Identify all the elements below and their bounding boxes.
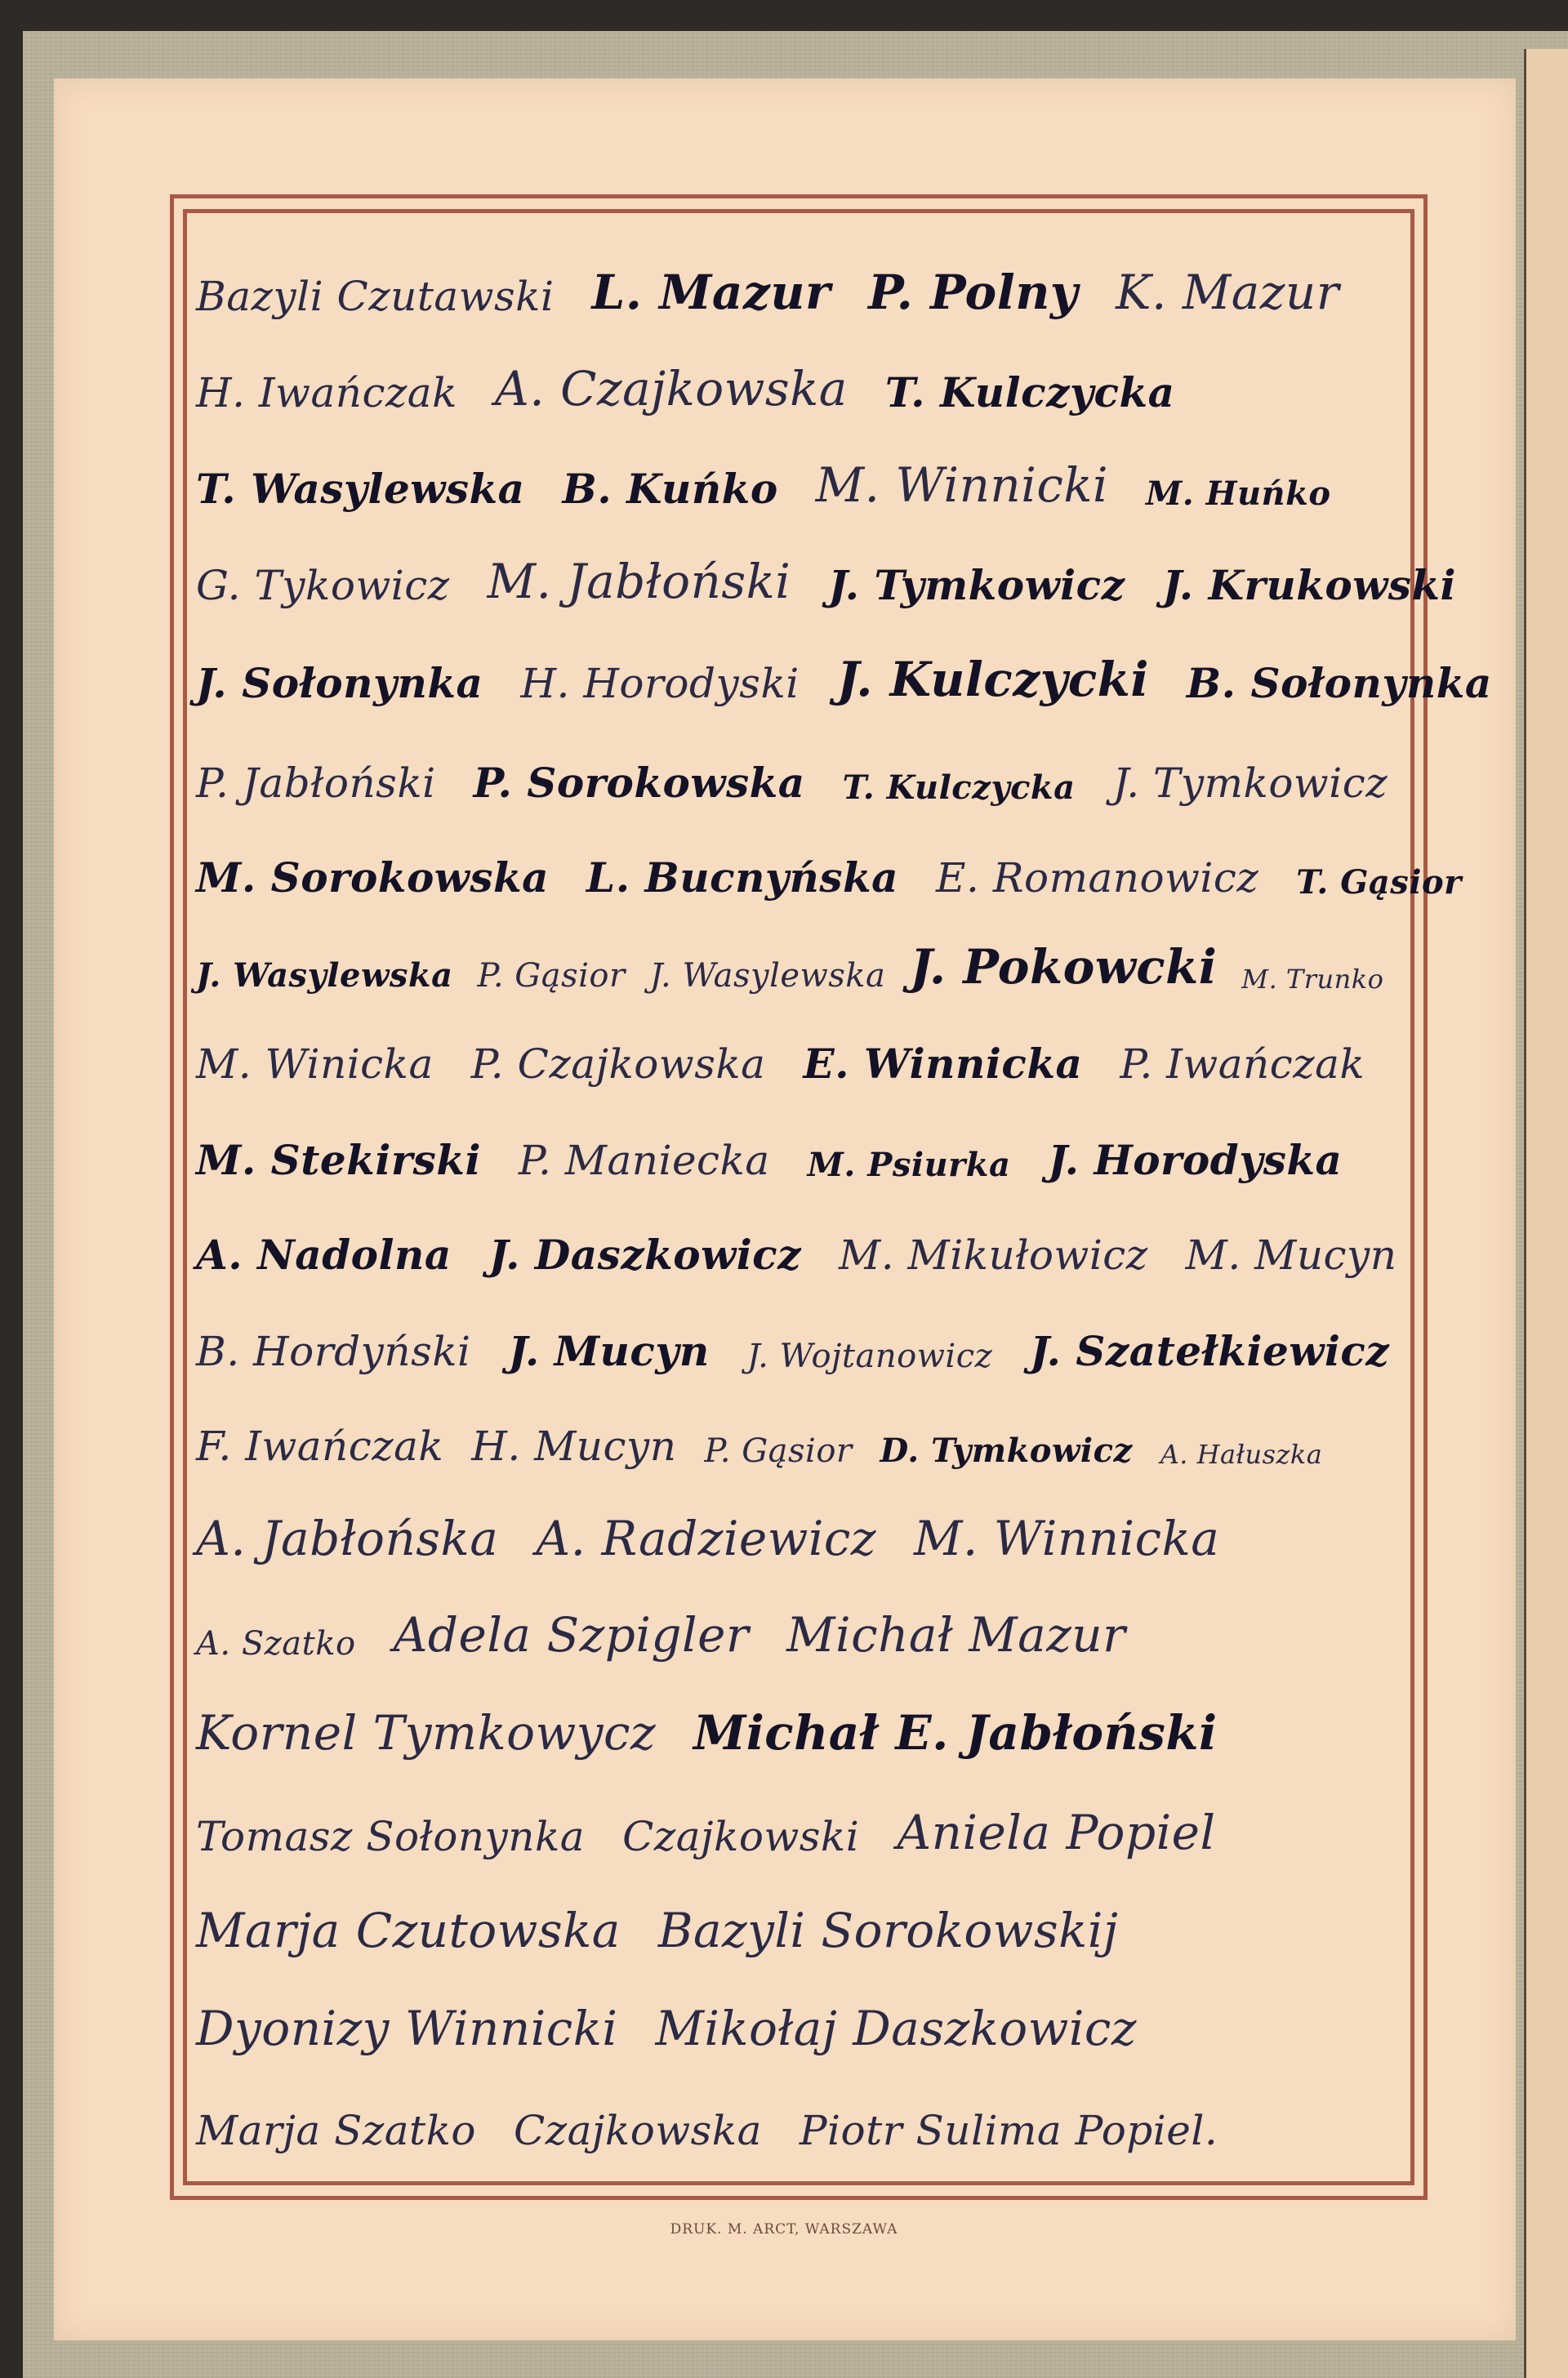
signature: A. Szatko — [196, 1625, 356, 1663]
signature: J. Horodyska — [1048, 1136, 1343, 1184]
signature: A. Jabłońska — [196, 1511, 499, 1566]
signature: B. Hordyński — [196, 1328, 471, 1375]
facing-page-edge — [1524, 49, 1568, 2378]
signature: J. Tymkowicz — [1112, 759, 1388, 807]
signature: Czajkowski — [622, 1813, 860, 1860]
signature-row — [196, 617, 1492, 707]
signature: M. Stekirski — [196, 1136, 481, 1184]
signature: M. Winnicka — [913, 1511, 1220, 1566]
signature: Michał E. Jabłoński — [693, 1705, 1218, 1761]
signature-row — [196, 998, 1405, 1088]
signature: M. Psiurka — [807, 1146, 1011, 1184]
signature: A. Radziewicz — [536, 1511, 876, 1566]
signature: A. Czajkowska — [494, 361, 848, 416]
signature: G. Tykowicz — [196, 562, 450, 609]
signature: J. Mucyn — [508, 1327, 710, 1375]
signature-row — [196, 1189, 1405, 1279]
signature: Kornel Tymkowycz — [196, 1705, 657, 1761]
signature-row — [196, 1770, 1405, 1860]
signature-row — [196, 2064, 1405, 2154]
signature: Czajkowska — [514, 2107, 762, 2154]
signature: M. Jabłoński — [487, 554, 791, 609]
signature: B. Kuńko — [562, 465, 778, 513]
signature: J. Daszkowicz — [488, 1231, 802, 1279]
signature-row — [196, 519, 1457, 609]
signature-row — [196, 1380, 1405, 1470]
signature: P. Polny — [868, 265, 1079, 320]
signature: T. Kulczycka — [842, 768, 1076, 807]
signature: L. Mazur — [591, 265, 831, 320]
signature: J. Wojtanowicz — [746, 1338, 993, 1375]
signature-row — [196, 1868, 1405, 1958]
signature: M. Winicka — [196, 1040, 434, 1088]
signature: P. Iwańczak — [1120, 1040, 1365, 1088]
signature: A. Nadolna — [196, 1231, 452, 1279]
signature-row — [196, 327, 1405, 416]
signature: A. Hałuszka — [1160, 1439, 1323, 1470]
signature: L. Bucnyńska — [586, 853, 899, 902]
signature: J. Szatełkiewicz — [1030, 1327, 1390, 1375]
signature-row — [196, 423, 1405, 513]
printer-imprint: DRUK. M. ARCT, WARSZAWA — [670, 2221, 898, 2238]
signature: J. Sołonynka — [196, 659, 483, 707]
signature: M. Trunko — [1241, 964, 1384, 995]
signature-row — [196, 1671, 1405, 1761]
signature-row — [196, 812, 1462, 902]
signature: J. Tymkowicz — [828, 561, 1125, 609]
signature-row — [196, 1476, 1405, 1566]
signature: Michał Mazur — [786, 1607, 1126, 1663]
signature-row — [196, 230, 1405, 320]
signature: Bazyli Czutawski — [196, 273, 555, 320]
signature: J. Wasylewska — [649, 957, 886, 995]
signature: M. Mucyn — [1185, 1231, 1397, 1279]
signature: T. Gąsior — [1296, 863, 1462, 902]
signature: J. Wasylewska — [196, 956, 453, 995]
signature: P. Gąsior — [704, 1432, 853, 1470]
signature: Tomasz Sołonynka — [196, 1813, 586, 1860]
signature-row — [196, 1573, 1405, 1663]
signature: Piotr Sulima Popiel. — [799, 2107, 1218, 2154]
signature: P. Sorokowska — [473, 759, 805, 807]
signature: Marja Szatko — [196, 2107, 477, 2154]
signature: P. Czajkowska — [470, 1040, 766, 1088]
signature: M. Sorokowska — [196, 853, 550, 902]
signature: J. Kulczycki — [836, 652, 1149, 707]
signature: H. Horodyski — [520, 660, 800, 707]
signature: B. Sołonynka — [1186, 659, 1492, 707]
signature: H. Iwańczak — [196, 369, 457, 416]
signature: E. Romanowicz — [936, 854, 1259, 902]
signature: Adela Szpigler — [393, 1607, 750, 1663]
signature: T. Wasylewska — [196, 465, 525, 513]
signature-row — [196, 1094, 1405, 1184]
signature: E. Winnicka — [803, 1040, 1083, 1088]
signature-row — [196, 1285, 1405, 1375]
signature: Dyonizy Winnicki — [196, 2001, 618, 2056]
signature: Marja Czutowska — [196, 1903, 621, 1958]
signature-row — [196, 1966, 1405, 2056]
signature: Bazyli Sorokowskij — [657, 1903, 1119, 1958]
signature: M. Mikułowicz — [839, 1231, 1148, 1279]
signature: H. Mucyn — [471, 1423, 677, 1470]
signature: F. Iwańczak — [196, 1423, 444, 1470]
signature: P. Maniecka — [518, 1137, 770, 1184]
signature: K. Mazur — [1116, 265, 1339, 320]
signature: P. Jabłoński — [196, 759, 436, 807]
signature: J. Krukowski — [1162, 561, 1457, 609]
signature: P. Gąsior — [477, 957, 626, 995]
signature: Mikołaj Daszkowicz — [655, 2001, 1137, 2056]
signature: M. Huńko — [1146, 474, 1331, 513]
signature-row — [196, 717, 1405, 807]
signature: Aniela Popiel — [897, 1805, 1216, 1860]
signature-row — [196, 905, 1405, 995]
signature: D. Tymkowicz — [880, 1432, 1133, 1470]
signature: J. Pokowcki — [910, 939, 1218, 995]
signature: M. Winnicki — [815, 457, 1109, 513]
signature: T. Kulczycka — [884, 368, 1175, 416]
